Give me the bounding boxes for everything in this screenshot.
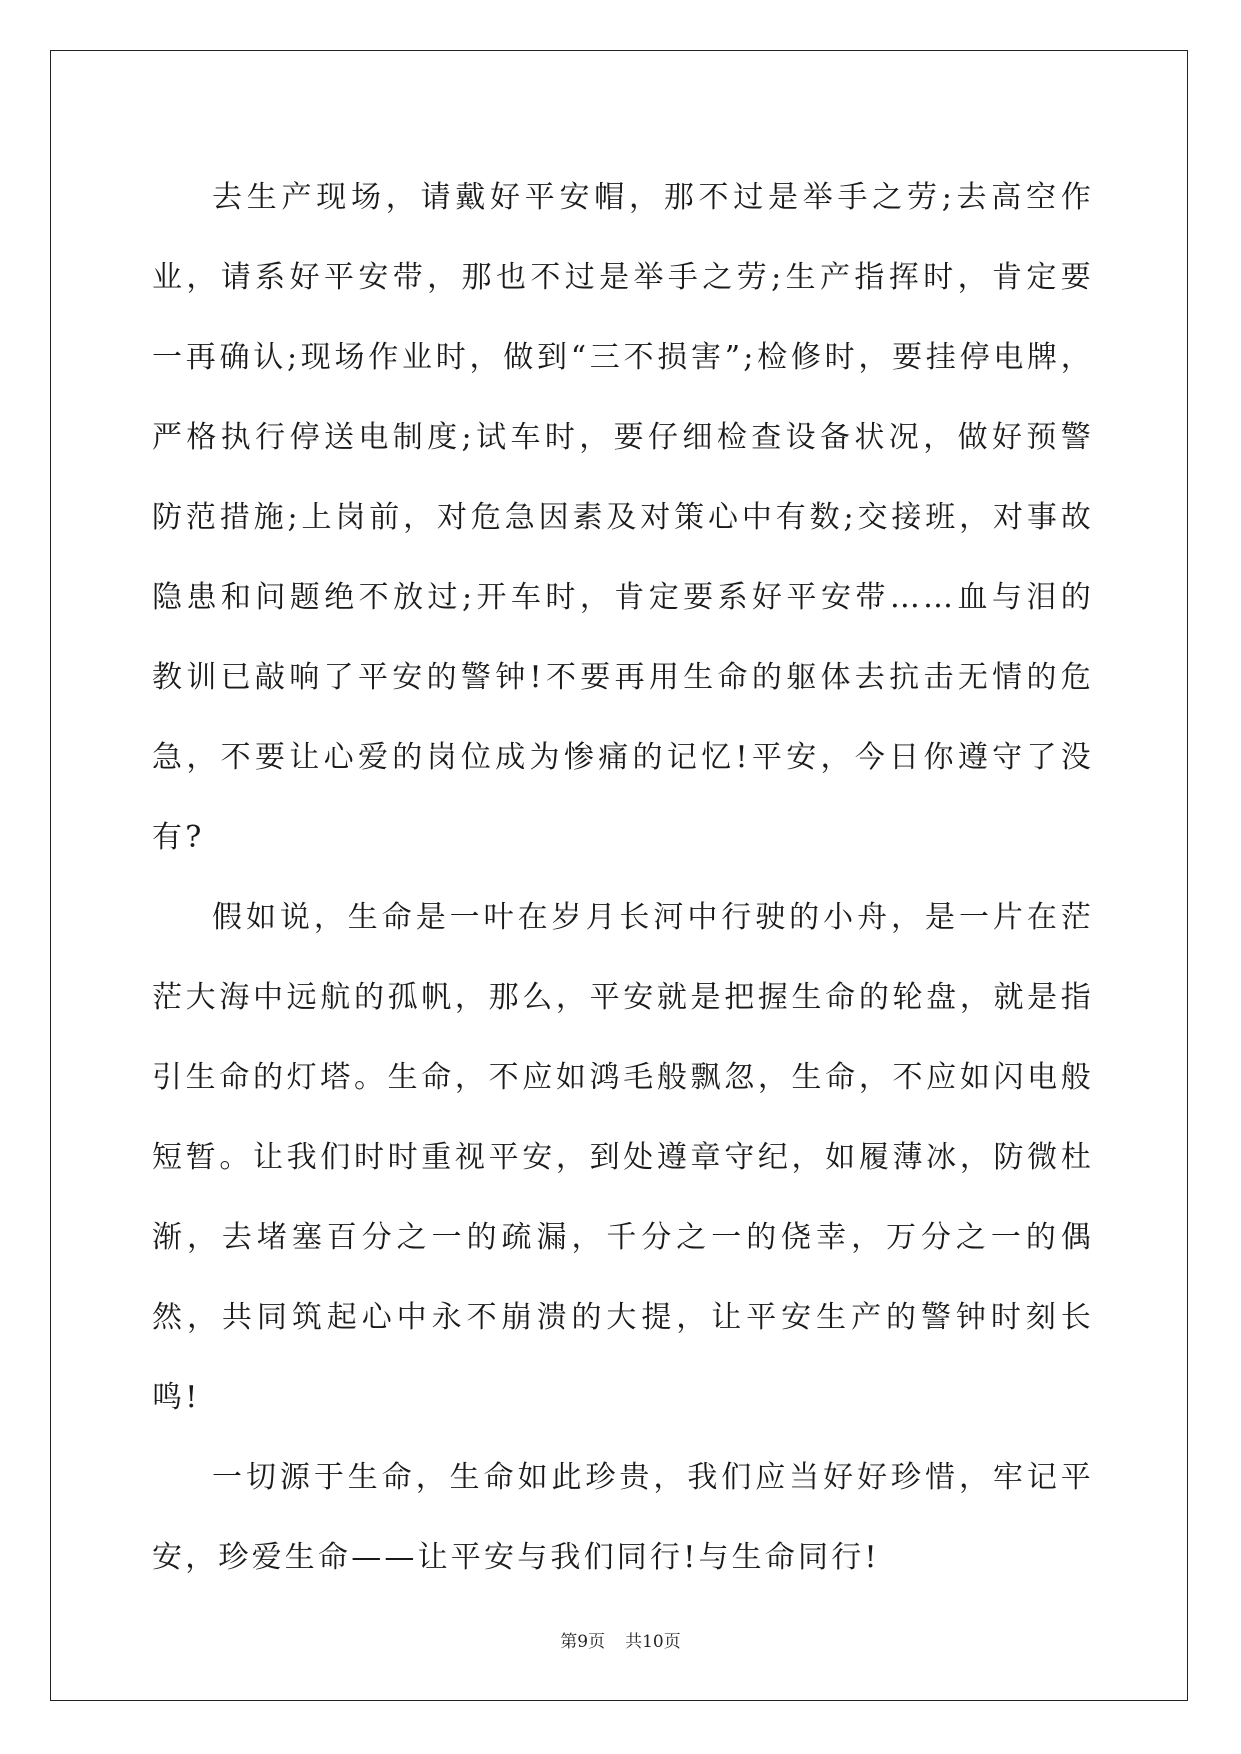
page-number-current: 第9页: [560, 1632, 606, 1652]
paragraph-3: 一切源于生命，生命如此珍贵，我们应当好好珍惜，牢记平安，珍爱生命——让平安与我们同行!与生命同行!: [152, 1460, 1094, 1575]
page-number-total: 共10页: [625, 1632, 681, 1652]
paragraph-1: 去生产现场，请戴好平安帽，那不过是举手之劳;去高空作业，请系好平安带，那也不过是举手之劳;生产指挥时，肯定要一再确认;现场作业时，做到“三不损害”;检修时，要挂停电牌，严格执行停送电制度;试车时，要仔细检查设备状况，做好预警防范措施;上岗前，对危急因素及对策心中有数;交接班，对事故隐患和问题绝不放过;开车时，肯定要系好平安带……血与泪的教训已敲响了平安的警钟!不要再用生命的躯体去抗击无情的危急，不要让心爱的岗位成为惨痛的记忆!平安，今日你遵守了没有?: [152, 180, 1094, 855]
document-body: [152, 158, 1094, 1598]
page-footer: [0, 1627, 1241, 1652]
paragraph-2: 假如说，生命是一叶在岁月长河中行驶的小舟，是一片在茫茫大海中远航的孤帆，那么，平安就是把握生命的轮盘，就是指引生命的灯塔。生命，不应如鸿毛般飘忽，生命，不应如闪电般短暂。让我们时时重视平安，到处遵章守纪，如履薄冰，防微杜渐，去堵塞百分之一的疏漏，千分之一的侥幸，万分之一的偶然，共同筑起心中永不崩溃的大提，让平安生产的警钟时刻长鸣!: [152, 900, 1094, 1415]
